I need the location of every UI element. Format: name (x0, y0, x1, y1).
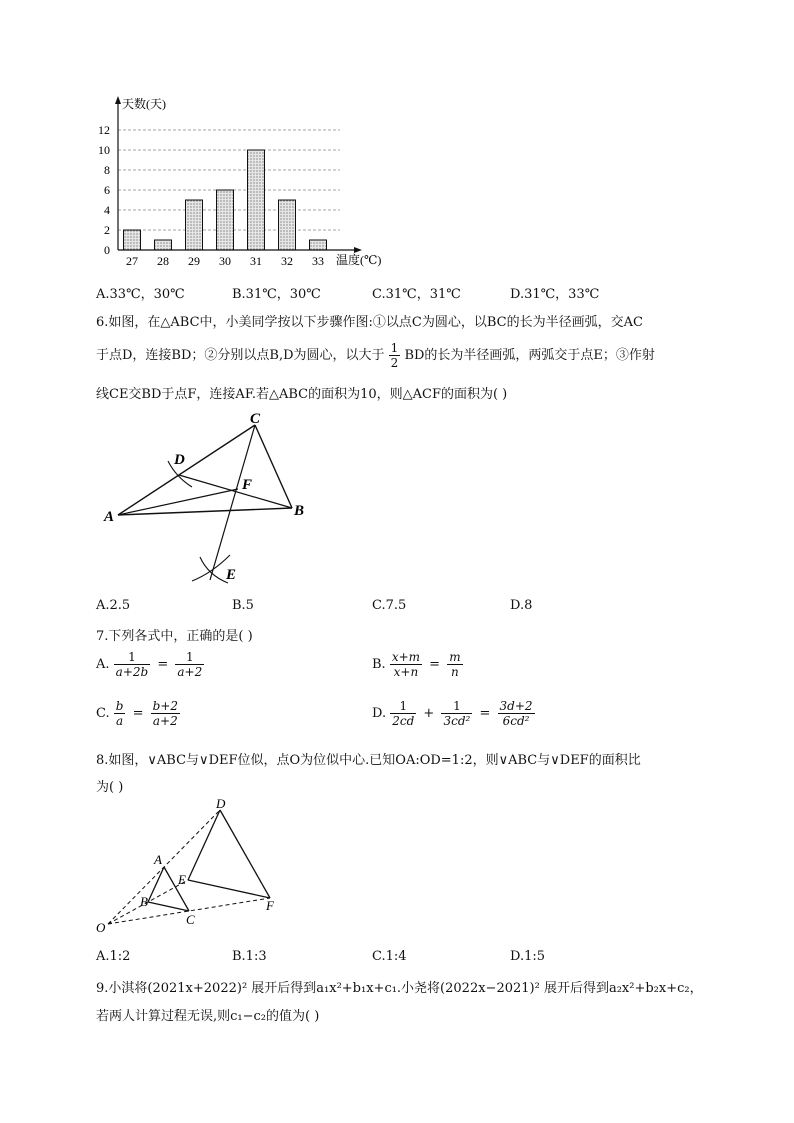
q8-stem-line2: 为( ) (96, 780, 124, 795)
q6-option-c[interactable]: C.7.5 (372, 598, 407, 613)
q7-c-rd: a+2 (152, 714, 178, 728)
y-tick-label: 0 (104, 243, 110, 257)
q7-b-right-fraction (447, 650, 462, 679)
y-tick-label: 10 (98, 143, 110, 157)
q7-d-rn: 3d+2 (499, 699, 533, 713)
q6-option-d[interactable]: D.8 (510, 598, 533, 613)
q7-d-eq: = (479, 706, 491, 721)
q7-d-label: D. (372, 706, 387, 721)
q7-a-rd: a+2 (177, 665, 203, 679)
q6-half-num: 1 (390, 341, 399, 355)
y-tick-label: 8 (104, 163, 110, 177)
q8-homothety-figure (90, 798, 290, 938)
q7-a-left-fraction (114, 650, 151, 679)
q8-label-c: C (186, 912, 195, 927)
y-tick-label: 2 (104, 223, 110, 237)
q7-a-label: A. (96, 657, 110, 672)
y-axis-label: 天数(天) (122, 97, 166, 111)
q6-stem-line1: 6.如图，在△ABC中，小美同学按以下步骤作图:①以点C为圆心，以BC的长为半径画弧，交AC (96, 315, 643, 330)
q8-label-o: O (96, 920, 106, 935)
x-tick-label: 28 (157, 254, 169, 268)
q7-d-rd: 6cd² (502, 714, 530, 728)
q7-d-f2n: 1 (441, 699, 472, 714)
q6-label-b: B (294, 503, 305, 519)
q6-line2-part2: BD的长为半径画弧，两弧交于点E；③作射 (404, 348, 655, 363)
bar-33 (310, 240, 327, 250)
q7-b-ld: x+n (393, 665, 419, 679)
temperature-bar-chart (88, 92, 408, 272)
q7-a-right-fraction (175, 650, 204, 679)
q8-option-b[interactable]: B.1:3 (232, 949, 267, 964)
q5-option-c[interactable]: C.31℃，31℃ (372, 287, 461, 302)
q7-d-right-fraction (498, 699, 535, 728)
q9-stem-line1: 9.小淇将(2021x+2022)² 展开后得到a₁x²+b₁x+c₁.小尧将(2022x−2021)² 展开后得到a₂x²+b₂x+c₂， (96, 981, 703, 996)
q7-option-b[interactable] (372, 650, 463, 679)
q7-c-eq: = (132, 706, 144, 721)
q7-b-label: B. (372, 657, 386, 672)
x-tick-label: 27 (126, 254, 138, 268)
q5-option-a[interactable]: A.33℃，30℃ (96, 287, 185, 302)
q8-label-d: D (216, 798, 226, 811)
q6-half-den: 2 (390, 356, 399, 370)
y-tick-label: 6 (104, 183, 110, 197)
q6-line2-part1: 于点D，连接BD；②分别以点B,D为圆心，以大于 (96, 348, 385, 363)
q7-b-ln: x+m (391, 650, 421, 664)
q6-label-a: A (104, 509, 115, 525)
q6-stem-line2 (96, 341, 655, 370)
x-tick-label: 29 (188, 254, 200, 268)
q7-a-ld: a+2b (115, 665, 149, 679)
q7-option-c[interactable] (96, 699, 180, 728)
bar-30 (217, 190, 234, 250)
q7-c-right-fraction (151, 699, 180, 728)
q7-c-ln: b (115, 699, 124, 713)
q8-option-a[interactable]: A.1:2 (96, 949, 131, 964)
q7-b-left-fraction (390, 650, 422, 679)
y-tick-label: 4 (104, 203, 110, 217)
x-tick-labels (126, 254, 324, 268)
q7-b-rn: m (449, 650, 461, 664)
q7-c-rn: b+2 (152, 699, 179, 713)
x-tick-label: 31 (250, 254, 262, 268)
q7-a-rn: 1 (175, 650, 204, 665)
y-tick-label: 12 (98, 123, 110, 137)
q7-a-eq: = (157, 657, 169, 672)
q7-b-rd: n (451, 665, 459, 679)
q5-option-b[interactable]: B.31℃，30℃ (232, 287, 321, 302)
q6-option-b[interactable]: B.5 (232, 598, 254, 613)
q7-d-fraction-1 (390, 699, 416, 728)
q6-stem-line3: 线CE交BD于点F，连接AF.若△ABC的面积为10，则△ACF的面积为( ) (96, 387, 508, 402)
q7-a-ln: 1 (114, 650, 151, 665)
q6-option-a[interactable]: A.2.5 (96, 598, 131, 613)
q8-option-d[interactable]: D.1:5 (510, 949, 546, 964)
q8-label-f: F (266, 898, 274, 913)
q7-d-fraction-2 (441, 699, 472, 728)
x-axis-label: 温度(℃) (336, 253, 382, 267)
q8-label-b: B (140, 894, 148, 909)
q6-label-f: F (242, 477, 253, 493)
x-tick-label: 33 (312, 254, 324, 268)
q7-b-eq: = (429, 657, 441, 672)
q7-option-d[interactable] (372, 699, 535, 728)
q8-label-a: A (154, 852, 162, 867)
q7-d-f2d: 3cd² (443, 714, 471, 728)
q6-label-d: D (174, 452, 185, 468)
y-tick-labels (98, 123, 110, 257)
q8-stem-line1: 8.如图，∨ABC与∨DEF位似，点O为位似中心.已知OA:OD=1:2，则∨ABC与∨DEF的面积比 (96, 753, 641, 768)
q7-d-f1n: 1 (390, 699, 416, 714)
q6-label-c: C (250, 411, 261, 427)
bar-32 (279, 200, 296, 250)
bar-29 (186, 200, 203, 250)
q7-d-f1d: 2cd (392, 714, 415, 728)
x-tick-label: 32 (281, 254, 293, 268)
q7-c-label: C. (96, 706, 110, 721)
bar-28 (155, 240, 172, 250)
bar-31 (248, 150, 265, 250)
x-tick-label: 30 (219, 254, 231, 268)
q7-c-ld: a (116, 714, 124, 728)
q6-half-fraction (389, 341, 401, 370)
bar-27 (124, 230, 141, 250)
q8-option-c[interactable]: C.1:4 (372, 949, 407, 964)
q5-option-d[interactable]: D.31℃，33℃ (510, 287, 600, 302)
bars-group (124, 150, 327, 250)
q7-stem: 7.下列各式中，正确的是( ) (96, 629, 253, 644)
q9-stem-line2: 若两人计算过程无误,则c₁−c₂的值为( ) (96, 1009, 320, 1024)
q6-triangle-figure (100, 405, 330, 590)
q7-d-plus: + (423, 706, 435, 721)
y-axis-arrow (115, 96, 121, 104)
q8-label-e: E (178, 872, 186, 887)
q7-c-left-fraction (114, 699, 126, 728)
q6-label-e: E (226, 567, 237, 583)
q7-option-a[interactable] (96, 650, 204, 679)
